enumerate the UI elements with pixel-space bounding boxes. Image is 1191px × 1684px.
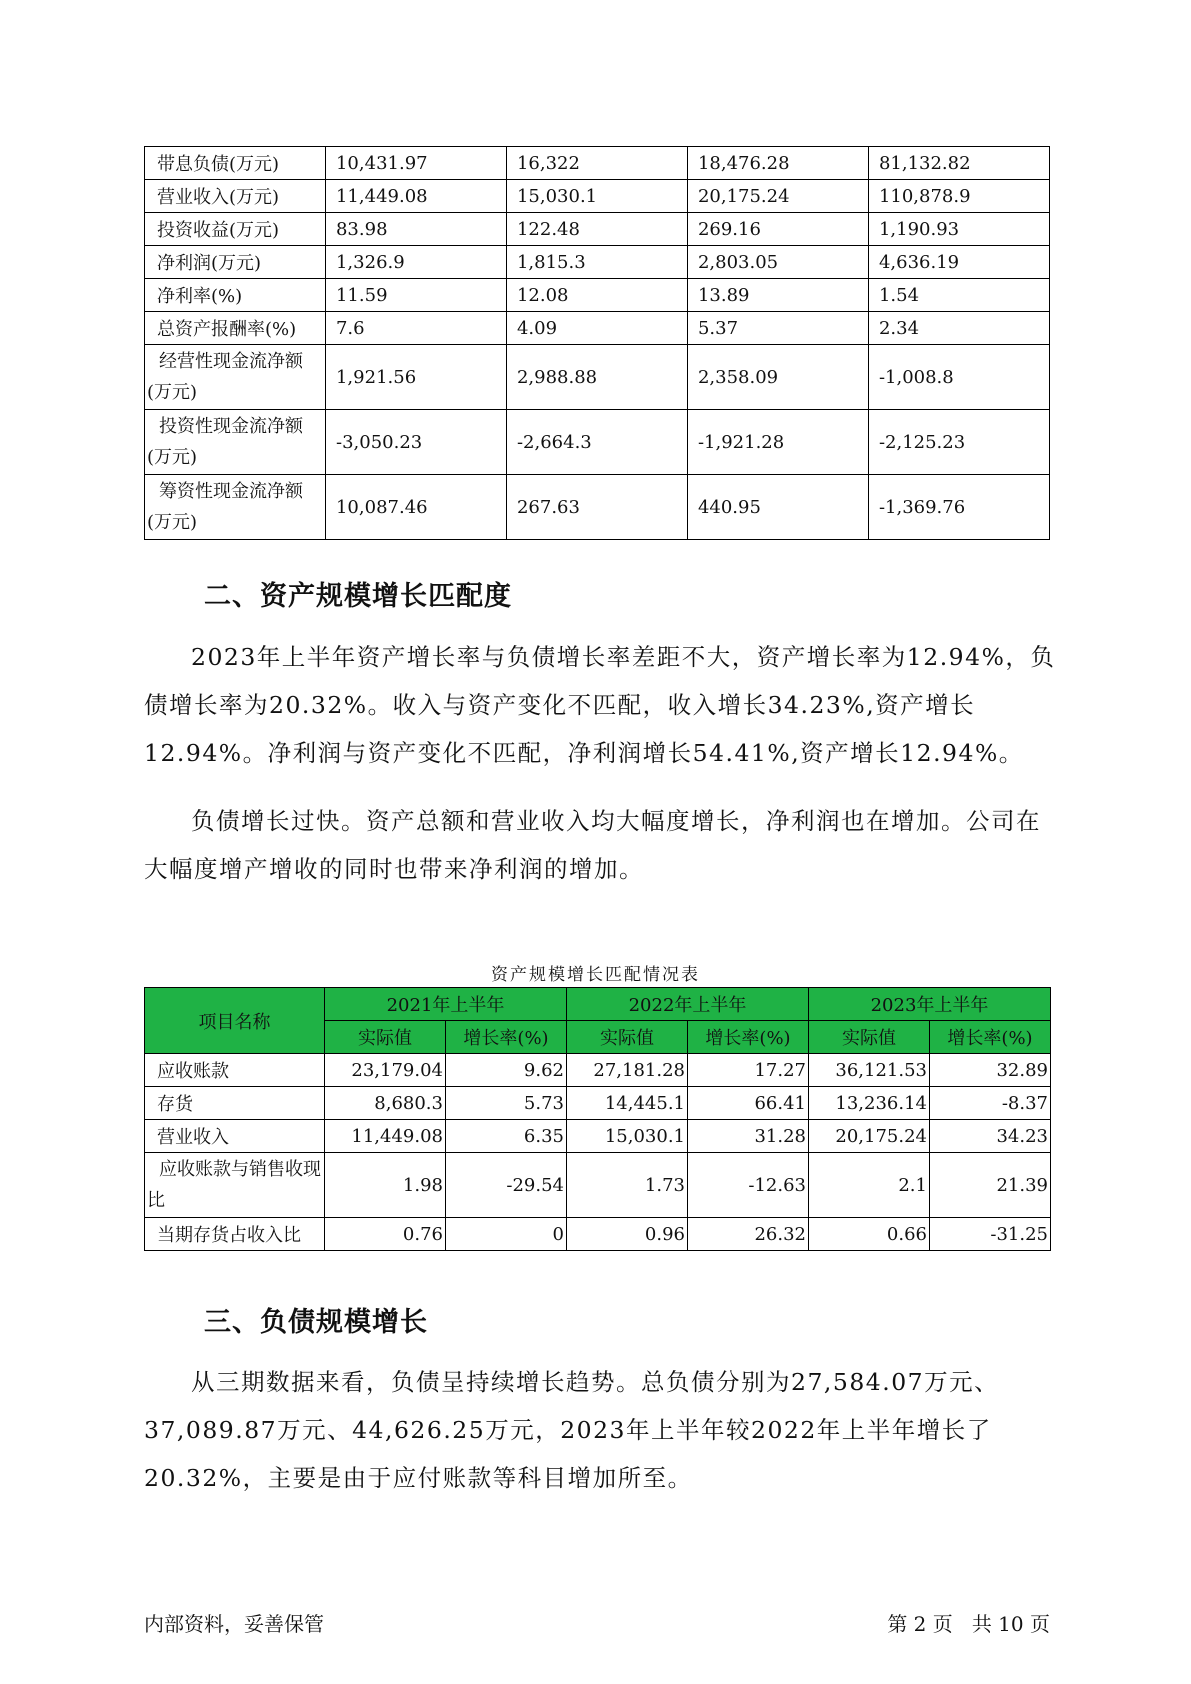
row-label: 营业收入(万元) bbox=[145, 180, 326, 213]
cell-value: 13.89 bbox=[687, 279, 868, 312]
cell-value: 1.54 bbox=[868, 279, 1049, 312]
header-actual: 实际值 bbox=[809, 1021, 930, 1054]
cell-value: 4.09 bbox=[506, 312, 687, 345]
cell-value: 11,449.08 bbox=[325, 180, 506, 213]
paragraph: 负债增长过快。资产总额和营业收入均大幅度增长，净利润也在增加。公司在大幅度增产增收的同时也带来净利润的增加。 bbox=[144, 807, 1041, 883]
row-label: 净利润(万元) bbox=[145, 246, 326, 279]
cell-value: 11.59 bbox=[325, 279, 506, 312]
cell-value: -29.54 bbox=[446, 1153, 567, 1218]
row-label: 筹资性现金流净额(万元) bbox=[145, 475, 326, 540]
page-number: 第 2 页 共 10 页 bbox=[887, 1612, 1050, 1636]
row-label: 经营性现金流净额(万元) bbox=[145, 345, 326, 410]
cell-value: 2.1 bbox=[809, 1153, 930, 1218]
table-row bbox=[145, 246, 1050, 279]
row-label: 营业收入 bbox=[145, 1120, 325, 1153]
cell-value: 11,449.08 bbox=[325, 1120, 446, 1153]
header-actual: 实际值 bbox=[567, 1021, 688, 1054]
cell-value: 83.98 bbox=[325, 213, 506, 246]
cell-value: 2,358.09 bbox=[687, 345, 868, 410]
cell-value: -1,369.76 bbox=[868, 475, 1049, 540]
header-growth: 增长率(%) bbox=[688, 1021, 809, 1054]
paragraph: 2023年上半年资产增长率与负债增长率差距不大，资产增长率为12.94%，负债增长率为20.32%。收入与资产变化不匹配，收入增长34.23%,资产增长12.94%。净利润与资产变化不匹配，净利润增长54.41%,资产增长12.94%。 bbox=[144, 643, 1056, 767]
cell-value: 122.48 bbox=[506, 213, 687, 246]
header-actual: 实际值 bbox=[325, 1021, 446, 1054]
cell-value: 0 bbox=[446, 1218, 567, 1251]
section2-body bbox=[144, 633, 1059, 893]
cell-value: 31.28 bbox=[688, 1120, 809, 1153]
section3-body bbox=[144, 1358, 1059, 1502]
table-row bbox=[145, 1218, 1051, 1251]
table-header-row bbox=[145, 988, 1051, 1021]
cell-value: 1.98 bbox=[325, 1153, 446, 1218]
row-label: 存货 bbox=[145, 1087, 325, 1120]
cell-value: 17.27 bbox=[688, 1054, 809, 1087]
asset-growth-match-table bbox=[144, 987, 1051, 1251]
paragraph: 从三期数据来看，负债呈持续增长趋势。总负债分别为27,584.07万元、37,089.87万元、44,626.25万元，2023年上半年较2022年上半年增长了20.32%，主要是由于应付账款等科目增加所至。 bbox=[144, 1368, 1000, 1492]
cell-value: 8,680.3 bbox=[325, 1087, 446, 1120]
header-period: 2021年上半年 bbox=[325, 988, 567, 1021]
cell-value: 2,803.05 bbox=[687, 246, 868, 279]
cell-value: -31.25 bbox=[930, 1218, 1051, 1251]
cell-value: 2.34 bbox=[868, 312, 1049, 345]
table-row bbox=[145, 279, 1050, 312]
cell-value: 6.35 bbox=[446, 1120, 567, 1153]
cell-value: 20,175.24 bbox=[687, 180, 868, 213]
cell-value: 1,921.56 bbox=[325, 345, 506, 410]
cell-value: 27,181.28 bbox=[567, 1054, 688, 1087]
row-label: 应收账款 bbox=[145, 1054, 325, 1087]
row-label: 带息负债(万元) bbox=[145, 147, 326, 180]
footer-note: 内部资料，妥善保管 bbox=[144, 1612, 324, 1636]
table-row bbox=[145, 475, 1050, 540]
table-row bbox=[145, 180, 1050, 213]
cell-value: -12.63 bbox=[688, 1153, 809, 1218]
cell-value: 10,087.46 bbox=[325, 475, 506, 540]
cell-value: 66.41 bbox=[688, 1087, 809, 1120]
table-caption: 资产规模增长匹配情况表 bbox=[491, 965, 700, 985]
header-period: 2022年上半年 bbox=[567, 988, 809, 1021]
row-label: 投资收益(万元) bbox=[145, 213, 326, 246]
cell-value: 81,132.82 bbox=[868, 147, 1049, 180]
cell-value: -2,664.3 bbox=[506, 410, 687, 475]
cell-value: -2,125.23 bbox=[868, 410, 1049, 475]
cell-value: 5.37 bbox=[687, 312, 868, 345]
cell-value: 12.08 bbox=[506, 279, 687, 312]
cell-value: 0.96 bbox=[567, 1218, 688, 1251]
cell-value: 10,431.97 bbox=[325, 147, 506, 180]
cell-value: 269.16 bbox=[687, 213, 868, 246]
section-heading-asset-growth: 二、资产规模增长匹配度 bbox=[204, 581, 512, 612]
cell-value: 0.76 bbox=[325, 1218, 446, 1251]
table-row bbox=[145, 312, 1050, 345]
cell-value: 1.73 bbox=[567, 1153, 688, 1218]
table-row bbox=[145, 1087, 1051, 1120]
cell-value: 440.95 bbox=[687, 475, 868, 540]
row-label: 总资产报酬率(%) bbox=[145, 312, 326, 345]
cell-value: 36,121.53 bbox=[809, 1054, 930, 1087]
cell-value: -1,008.8 bbox=[868, 345, 1049, 410]
cell-value: 5.73 bbox=[446, 1087, 567, 1120]
cell-value: 16,322 bbox=[506, 147, 687, 180]
header-growth: 增长率(%) bbox=[446, 1021, 567, 1054]
header-growth: 增长率(%) bbox=[930, 1021, 1051, 1054]
cell-value: 110,878.9 bbox=[868, 180, 1049, 213]
table-row bbox=[145, 1054, 1051, 1087]
cell-value: 20,175.24 bbox=[809, 1120, 930, 1153]
table-row bbox=[145, 147, 1050, 180]
cell-value: 1,190.93 bbox=[868, 213, 1049, 246]
row-label: 应收账款与销售收现比 bbox=[145, 1153, 325, 1218]
table-row bbox=[145, 1153, 1051, 1218]
cell-value: 9.62 bbox=[446, 1054, 567, 1087]
header-period: 2023年上半年 bbox=[809, 988, 1051, 1021]
cell-value: 18,476.28 bbox=[687, 147, 868, 180]
cell-value: 0.66 bbox=[809, 1218, 930, 1251]
row-label: 净利率(%) bbox=[145, 279, 326, 312]
table-row bbox=[145, 213, 1050, 246]
table-row bbox=[145, 410, 1050, 475]
table-row bbox=[145, 1120, 1051, 1153]
cell-value: -8.37 bbox=[930, 1087, 1051, 1120]
header-item-name: 项目名称 bbox=[145, 988, 325, 1054]
cell-value: 15,030.1 bbox=[567, 1120, 688, 1153]
cell-value: -1,921.28 bbox=[687, 410, 868, 475]
row-label: 投资性现金流净额(万元) bbox=[145, 410, 326, 475]
cell-value: 23,179.04 bbox=[325, 1054, 446, 1087]
row-label: 当期存货占收入比 bbox=[145, 1218, 325, 1251]
cell-value: 1,326.9 bbox=[325, 246, 506, 279]
cell-value: 4,636.19 bbox=[868, 246, 1049, 279]
cell-value: 1,815.3 bbox=[506, 246, 687, 279]
table-row bbox=[145, 345, 1050, 410]
cell-value: 7.6 bbox=[325, 312, 506, 345]
cell-value: 32.89 bbox=[930, 1054, 1051, 1087]
cell-value: 34.23 bbox=[930, 1120, 1051, 1153]
cell-value: -3,050.23 bbox=[325, 410, 506, 475]
financial-metrics-table bbox=[144, 146, 1050, 540]
cell-value: 267.63 bbox=[506, 475, 687, 540]
cell-value: 26.32 bbox=[688, 1218, 809, 1251]
cell-value: 15,030.1 bbox=[506, 180, 687, 213]
cell-value: 21.39 bbox=[930, 1153, 1051, 1218]
section-heading-liability-growth: 三、负债规模增长 bbox=[204, 1307, 428, 1338]
cell-value: 13,236.14 bbox=[809, 1087, 930, 1120]
cell-value: 2,988.88 bbox=[506, 345, 687, 410]
cell-value: 14,445.1 bbox=[567, 1087, 688, 1120]
